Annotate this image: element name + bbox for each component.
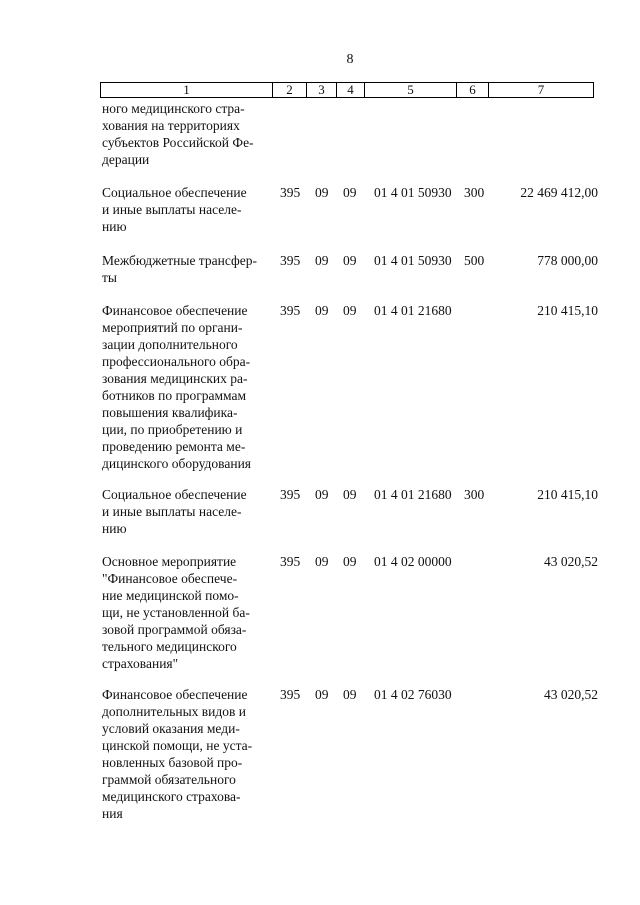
header-col-2: 2 [273,83,307,97]
row-target-code: 01 4 01 21680 [374,303,452,318]
row-target-code: 01 4 01 50930 [374,253,452,268]
row-subsection-code: 09 [343,253,357,268]
row-expense-type: 300 [464,487,485,502]
row-ministry-code: 395 [280,554,301,569]
row-amount: 43 020,52 [544,687,598,702]
row-amount: 210 415,10 [537,487,598,502]
row-expense-type: 500 [464,253,485,268]
row-name: Межбюджетные трансфер- ты [102,253,257,285]
row-subsection-code: 09 [343,487,357,502]
row-name: Социальное обеспечение и иные выплаты населе- нию [102,487,247,536]
row-amount: 778 000,00 [537,253,598,268]
row-section-code: 09 [315,303,329,318]
header-col-7: 7 [537,82,545,97]
row-target-code: 01 4 01 21680 [374,487,452,502]
row-amount: 22 469 412,00 [520,185,598,200]
row-subsection-code: 09 [343,185,357,200]
row-name: Основное мероприятие "Финансовое обеспече- ние медицинской помо- щи, не установленной ба- зовой программой обяза- тельного медицинского страхования" [102,554,250,671]
row-ministry-code: 395 [280,687,301,702]
row-target-code: 01 4 02 76030 [374,687,452,702]
row-name: ного медицинского стра- хования на территориях субъектов Российской Фе- дерации [102,101,254,167]
row-section-code: 09 [315,253,329,268]
header-col-5: 5 [365,83,457,97]
page-number: 8 [346,52,354,67]
row-section-code: 09 [315,687,329,702]
header-col-4: 4 [337,83,365,97]
row-target-code: 01 4 01 50930 [374,185,452,200]
row-subsection-code: 09 [343,303,357,318]
row-name: Финансовое обеспечение мероприятий по органи- зации дополнительного профессионального обра- зования медицинских ра- ботников по программам повышения квалифика- ции, по приобретению и проведению ремонта ме- дицинского оборудования [102,303,252,471]
row-target-code: 01 4 02 00000 [374,554,452,569]
row-section-code: 09 [315,487,329,502]
row-section-code: 09 [315,554,329,569]
row-ministry-code: 395 [280,253,301,268]
row-ministry-code: 395 [280,487,301,502]
row-subsection-code: 09 [343,554,357,569]
row-amount: 43 020,52 [544,554,598,569]
row-expense-type: 300 [464,185,485,200]
header-col-6: 6 [457,83,489,97]
row-ministry-code: 395 [280,185,301,200]
row-amount: 210 415,10 [537,303,598,318]
row-name: Финансовое обеспечение дополнительных видов и условий оказания меди- цинской помощи, не уста- новленных базовой про- граммой обязательного медицинского страхова- ния [102,687,253,821]
row-name: Социальное обеспечение и иные выплаты населе- нию [102,185,247,234]
table-header [100,82,594,98]
row-ministry-code: 395 [280,303,301,318]
row-subsection-code: 09 [343,687,357,702]
header-col-1: 1 [101,83,273,97]
header-col-3: 3 [307,83,337,97]
row-section-code: 09 [315,185,329,200]
